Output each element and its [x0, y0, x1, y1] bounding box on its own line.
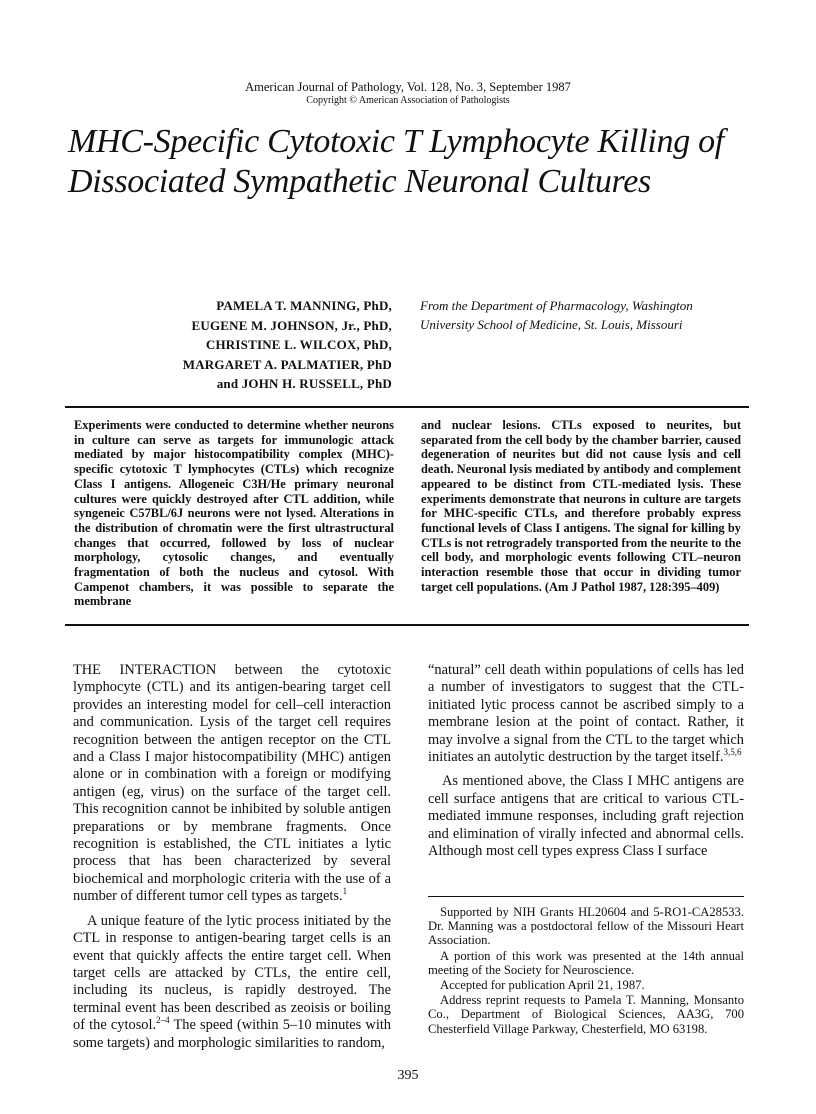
- reference-marker: 3,5,6: [723, 747, 742, 758]
- title-line-2: Dissociated Sympathetic Neuronal Cultures: [68, 163, 651, 200]
- author-list: [160, 296, 392, 394]
- body-paragraph: THE INTERACTION between the cytotoxic lymphocyte (CTL) and its antigen-bearing target cell provides an interesting model for cell–cell interaction and communication. Lysis of the target cell requires recognition between the antigen receptor on the CTL and a Class I major histocompatibility (MHC) antigen alone or in combination with a foreign or modifying antigen (eg, virus) on the surface of the target cell. This recognition cannot be inhibited by soluble antigen preparations or by membrane fragments. Once recognition is established, the CTL initiates a lytic process that has been characterized by several biochemical and morphologic criteria with the use of a number of different tumor cell types as targets.$^1$: [73, 662, 391, 905]
- abstract-left-column: Experiments were conducted to determine whether neurons in culture can serve as targets for immunologic attack mediated by major histocompatibility complex (MHC)-specific cytotoxic T lymphocytes (CTLs) which recognize Class I antigens. Allogeneic C3H/He primary neuronal cultures were quickly destroyed after CTL addition, while syngeneic C57BL/6J neurons were not lysed. Alterations in the distribution of chromatin were the first ultrastructural changes that occurred, followed by loss of nuclear morphology, cytosolic changes, and eventually fragmentation of both the nucleus and cytosol. With Campenot chambers, it was possible to separate the membrane: [74, 418, 394, 609]
- abstract-bottom-rule: [65, 624, 749, 626]
- author-5: and JOHN H. RUSSELL, PhD: [216, 376, 392, 391]
- footnote-rule: [428, 896, 744, 897]
- affiliation: From the Department of Pharmacology, Washington University School of Medicine, St. Louis, Missouri: [420, 298, 693, 332]
- author-2: EUGENE M. JOHNSON, Jr., PhD,: [191, 317, 392, 333]
- article-title: [68, 122, 788, 202]
- footnote-accepted: Accepted for publication April 21, 1987.: [440, 978, 645, 993]
- title-line-1: MHC-Specific Cytotoxic T Lymphocyte Killing of: [68, 123, 724, 160]
- author-4: MARGARET A. PALMATIER, PhD: [182, 356, 392, 372]
- copyright-line: Copyright © American Association of Pathologists: [306, 95, 510, 106]
- footnote-funding: Supported by NIH Grants HL20604 and 5-RO1-CA28533. Dr. Manning was a postdoctoral fellow of the Missouri Heart Association.: [428, 905, 744, 948]
- body-paragraph: A unique feature of the lytic process initiated by the CTL in response to antigen-bearing target cells is an event that quickly affects the entire target cell. When target cells are attacked by CTLs, the entire cell, including its nucleus, is rapidly destroyed. The terminal event has been described as zeoisis or boiling of the cytosol.$^{2-4}$ The speed (within 5–10 minutes with some targets) and morphologic similarities to random,: [73, 912, 392, 1051]
- reference-marker: 1: [342, 886, 348, 897]
- body-left-column: [73, 662, 391, 1059]
- reference-marker: 2–4: [156, 1015, 170, 1026]
- footnote-reprint-address: Address reprint requests to Pamela T. Manning, Monsanto Co., Department of Biological Sciences, AA3G, 700 Chesterfield Village Parkway, Chesterfield, MO 63198.: [428, 993, 744, 1036]
- body-right-column: [428, 662, 744, 867]
- page-number: 395: [397, 1068, 419, 1083]
- journal-citation: American Journal of Pathology, Vol. 128, No. 3, September 1987: [245, 80, 571, 94]
- footnotes: [428, 905, 744, 1037]
- abstract-top-rule: [65, 406, 749, 408]
- author-1: PAMELA T. MANNING, PhD,: [216, 298, 392, 313]
- body-paragraph: As mentioned above, the Class I MHC antigens are cell surface antigens that are critical to various CTL-mediated immune responses, including graft rejection and elimination of virally infected and abnormal cells. Although most cell types express Class I surface: [428, 773, 744, 860]
- footnote-presentation: A portion of this work was presented at the 14th annual meeting of the Society for Neuroscience.: [428, 948, 744, 977]
- abstract-right-column: and nuclear lesions. CTLs exposed to neurites, but separated from the cell body by the chamber barrier, caused degeneration of neurites but did not cause lysis and cell death. Neuronal lysis mediated by antibody and complement appeared to be distinct from CTL-mediated lysis. These experiments demonstrate that neurons in culture are targets for MHC-specific CTLs, and therefore probably express functional levels of Class I antigens. The signal for killing by CTLs is not retrogradely transported from the neurite to the cell body, and morphologic events following CTL–neuron interaction resemble those that occur in dividing tumor target cell populations. (Am J Pathol 1987, 128:395–409): [421, 418, 741, 594]
- author-3: CHRISTINE L. WILCOX, PhD,: [205, 337, 392, 352]
- body-paragraph: “natural” cell death within populations of cells has led a number of investigators to suggest that the CTL-initiated lytic process cannot be ascribed simply to a membrane lesion at the point of contact. Rather, it may involve a signal from the CTL to the target which initiates an autolytic destruction by the target itself.$^{3,5,6}$: [428, 662, 744, 766]
